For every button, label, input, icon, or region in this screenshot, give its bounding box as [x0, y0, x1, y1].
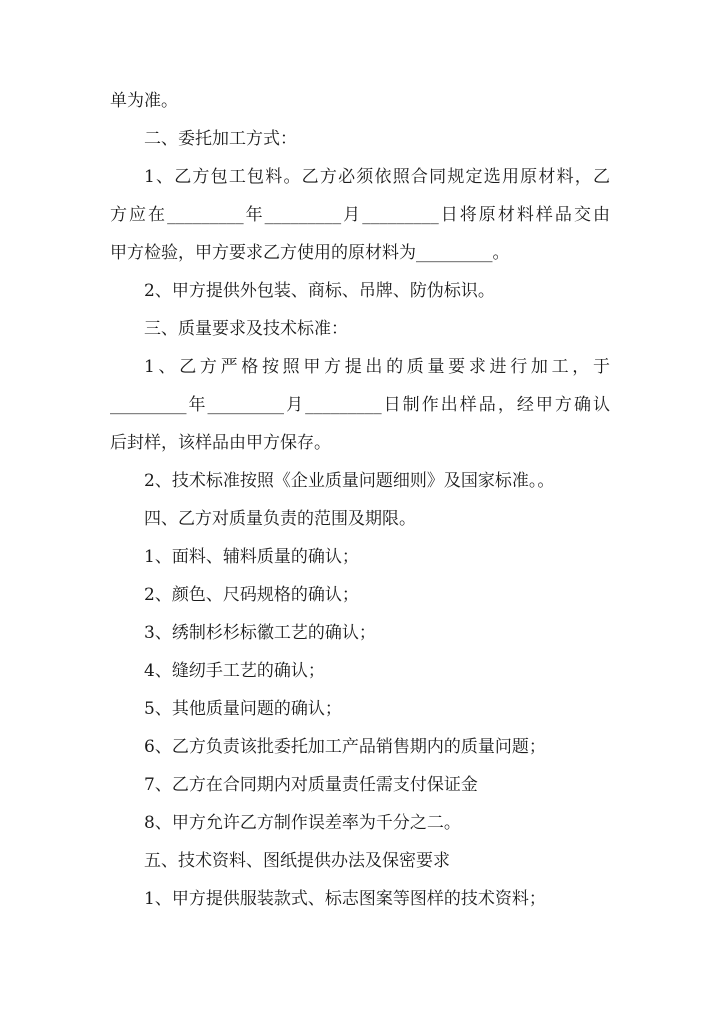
text-line-4: 方应在_________年_________月_________日将原材料样品交由 — [110, 205, 610, 225]
list-item-8: 8、甲方允许乙方制作误差率为千分之二。 — [144, 813, 461, 833]
text-line-3: 1、乙方包工包料。乙方必须依照合同规定选用原材料，乙 — [144, 167, 610, 187]
text-line-22: 1、甲方提供服装款式、标志图案等图样的技术资料； — [144, 889, 546, 909]
text-line-10: 后封样，该样品由甲方保存。 — [110, 433, 331, 453]
text-line-8: 1、乙方严格按照甲方提出的质量要求进行加工，于 — [144, 357, 610, 377]
list-item-1: 1、面料、辅料质量的确认； — [144, 547, 359, 567]
list-item-3: 3、绣制杉杉标徽工艺的确认； — [144, 623, 376, 643]
list-item-7: 7、乙方在合同期内对质量责任需支付保证金 — [144, 775, 478, 795]
text-line-9: _________年_________月_________日制作出样品，经甲方确认 — [110, 395, 610, 415]
text-line-5: 甲方检验，甲方要求乙方使用的原材料为_________。 — [110, 243, 510, 263]
text-line-6: 2、甲方提供外包装、商标、吊牌、防伪标识。 — [144, 281, 495, 301]
list-item-4: 4、缝纫手工艺的确认； — [144, 661, 325, 681]
section-heading-5: 五、技术资料、图纸提供办法及保密要求 — [144, 851, 450, 871]
list-item-2: 2、颜色、尺码规格的确认； — [144, 585, 359, 605]
section-heading-2: 二、委托加工方式： — [144, 129, 297, 149]
text-line-1: 单为准。 — [110, 91, 178, 111]
list-item-6: 6、乙方负责该批委托加工产品销售期内的质量问题； — [144, 737, 546, 757]
list-item-5: 5、其他质量问题的确认； — [144, 699, 342, 719]
section-heading-4: 四、乙方对质量负责的范围及期限。 — [144, 509, 416, 529]
text-line-11: 2、技术标准按照《企业质量问题细则》及国家标准。。 — [144, 471, 555, 491]
section-heading-3: 三、质量要求及技术标准： — [144, 319, 348, 339]
document-page — [110, 82, 610, 918]
